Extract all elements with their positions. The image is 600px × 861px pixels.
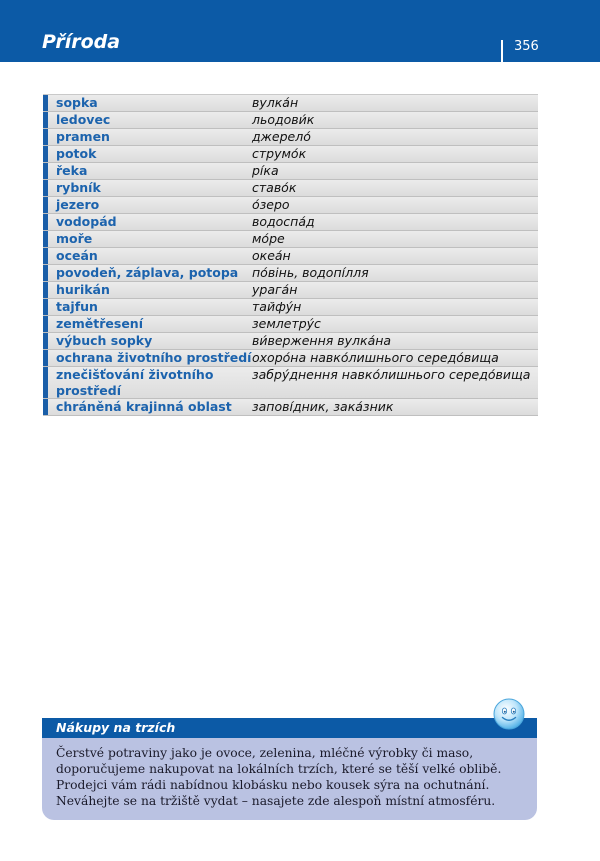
vocab-row (43, 316, 538, 333)
czech-term: tajfun (56, 299, 98, 314)
vocab-row (43, 399, 538, 416)
ukrainian-term: вулка́н (252, 95, 299, 110)
smiley-icon (493, 698, 525, 730)
czech-term: výbuch sopky (56, 333, 153, 348)
czech-term: povodeň, záplava, potopa (56, 265, 239, 280)
ukrainian-term: забру́днення навко́лишнього середо́вища (252, 367, 531, 382)
ukrainian-term: тайфу́н (252, 299, 302, 314)
ukrainian-term: по́вінь, водопі́лля (252, 265, 369, 280)
vocab-row (43, 282, 538, 299)
vocabulary-table (43, 94, 538, 416)
ukrainian-term: урага́н (252, 282, 298, 297)
vocab-row (43, 231, 538, 248)
page-title: Příroda (42, 31, 121, 53)
czech-term: oceán (56, 248, 98, 263)
vocab-row (43, 265, 538, 282)
page-number: 356 (514, 39, 539, 54)
ukrainian-term: рі́ка (252, 163, 279, 178)
vocab-row (43, 299, 538, 316)
vocab-row (43, 163, 538, 180)
vocab-row (43, 180, 538, 197)
vocab-row (43, 248, 538, 265)
ukrainian-term: океа́н (252, 248, 291, 263)
czech-term: jezero (56, 197, 100, 212)
ukrainian-term: джерело́ (252, 129, 311, 144)
ukrainian-term: водоспа́д (252, 214, 315, 229)
ukrainian-term: ставо́к (252, 180, 297, 195)
ukrainian-term: о́зеро (252, 197, 290, 212)
tip-text: Čerstvé potraviny jako je ovoce, zelenina, mléčné výrobky či maso, doporučujeme nakupovat na lokálních trzích, které se těší velké oblibě. Prodejci vám rádi nabídnou klobásku nebo kousek sýra na ochutnání. Neváhejte se na tržiště vydat – nasajete zde alespoň místní atmosféru. (56, 746, 502, 808)
vocab-row (43, 112, 538, 129)
vocab-row (43, 129, 538, 146)
czech-term: hurikán (56, 282, 110, 297)
page-header (0, 0, 600, 62)
czech-term: vodopád (56, 214, 117, 229)
czech-term: potok (56, 146, 97, 161)
tip-box (42, 718, 537, 820)
czech-term: pramen (56, 129, 110, 144)
vocab-row (43, 333, 538, 350)
czech-term: znečišťování životního prostředí (56, 367, 214, 398)
ukrainian-term: запові́дник, зака́зник (252, 399, 394, 414)
czech-term: ochrana životního prostředí (56, 350, 252, 365)
header-divider (501, 40, 503, 62)
czech-term: moře (56, 231, 93, 246)
czech-term: ledovec (56, 112, 111, 127)
ukrainian-term: охоро́на навко́лишнього середо́вища (252, 350, 499, 365)
vocab-row (43, 95, 538, 112)
ukrainian-term: землетру́с (252, 316, 321, 331)
vocab-row (43, 367, 538, 399)
czech-term: rybník (56, 180, 101, 195)
czech-term: chráněná krajinná oblast (56, 399, 232, 414)
vocab-row (43, 350, 538, 367)
ukrainian-term: ви́верження вулка́на (252, 333, 392, 348)
czech-term: řeka (56, 163, 88, 178)
ukrainian-term: мо́ре (252, 231, 285, 246)
vocab-row (43, 197, 538, 214)
ukrainian-term: льодови́к (252, 112, 315, 127)
czech-term: sopka (56, 95, 98, 110)
ukrainian-term: струмо́к (252, 146, 307, 161)
vocab-row (43, 214, 538, 231)
tip-title: Nákupy na trzích (42, 718, 537, 738)
vocab-row (43, 146, 538, 163)
czech-term: zemětřesení (56, 316, 143, 331)
